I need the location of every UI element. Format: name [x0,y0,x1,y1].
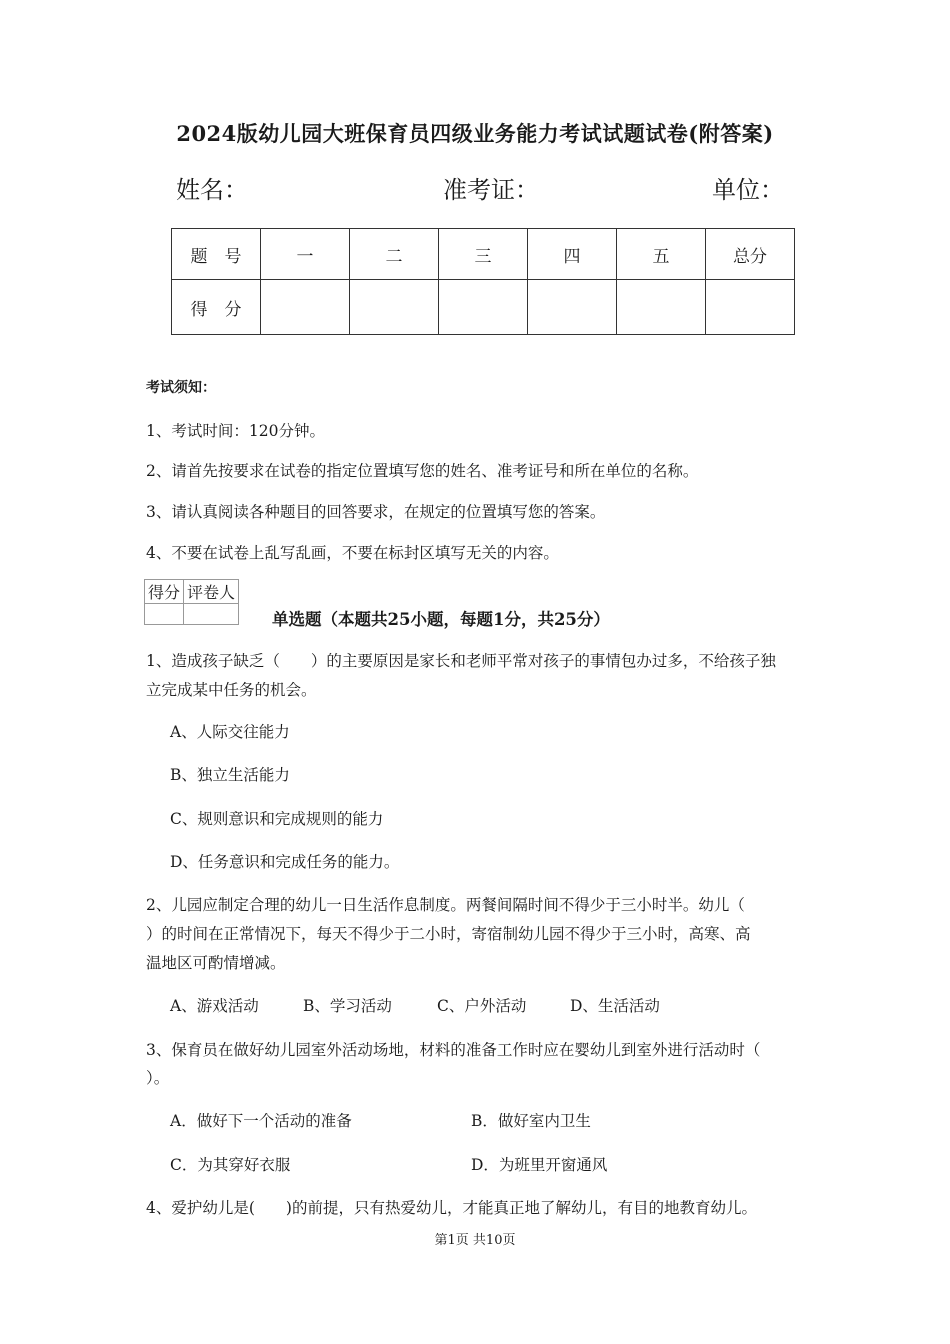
score-cell [617,280,706,335]
question-2-option: C、户外活动 [437,997,527,1015]
score-cell [350,280,439,335]
score-cell [261,280,350,335]
notice-item: 4、不要在试卷上乱写乱画，不要在标封区填写无关的内容。 [146,544,559,562]
grader-score-cell [145,604,184,625]
question-1-line: 1、造成孩子缺乏（ ）的主要原因是家长和老师平常对孩子的事情包办过多，不给孩子独 [146,652,776,670]
question-3-option: C．为其穿好衣服 [170,1156,291,1174]
score-header-cell: 四 [528,229,617,280]
score-header-cell: 五 [617,229,706,280]
score-header-cell: 题 号 [172,229,261,280]
exam-id-field-label: 准考证： [443,176,539,204]
score-cell [528,280,617,335]
question-2-option: B、学习活动 [303,997,392,1015]
grader-box [144,579,239,625]
page-footer: 第1页 共10页 [434,1233,516,1248]
question-3-option: D．为班里开窗通风 [471,1156,608,1174]
exam-title: 2024版幼儿园大班保育员四级业务能力考试试题试卷(附答案) [176,121,774,146]
question-1-option: A、人际交往能力 [170,723,290,741]
score-header-cell: 三 [439,229,528,280]
notice-item: 3、请认真阅读各种题目的回答要求，在规定的位置填写您的答案。 [146,503,606,521]
question-4-line: 4、爱护幼儿是( )的前提，只有热爱幼儿，才能真正地了解幼儿，有目的地教育幼儿。 [146,1199,757,1217]
score-header-cell: 一 [261,229,350,280]
question-2-line: 2、儿园应制定合理的幼儿一日生活作息制度。两餐间隔时间不得少于三小时半。幼儿（ [146,896,745,914]
score-cell [706,280,795,335]
question-2-line: 温地区可酌情增减。 [146,954,286,972]
question-1-option: B、独立生活能力 [170,766,290,784]
question-1-line: 立完成某中任务的机会。 [146,681,317,699]
grader-reviewer-cell [184,604,239,625]
grader-score-label: 得分 [145,580,184,604]
score-header-cell: 总分 [706,229,795,280]
question-3-line: ）。 [146,1069,170,1087]
question-3-option: A．做好下一个活动的准备 [170,1112,352,1130]
score-header-cell: 二 [350,229,439,280]
question-2-option: D、生活活动 [570,997,660,1015]
score-table-header-row [172,229,795,280]
score-row-label: 得 分 [172,280,261,335]
score-table-score-row [172,280,795,335]
question-2-option: A、游戏活动 [170,997,259,1015]
score-table [171,228,795,335]
notice-heading: 考试须知： [146,380,216,396]
grader-reviewer-label: 评卷人 [184,580,239,604]
section-title: 单选题（本题共25小题，每题1分，共25分） [272,610,610,629]
unit-field-label: 单位： [712,176,784,204]
notice-item: 2、请首先按要求在试卷的指定位置填写您的姓名、准考证号和所在单位的名称。 [146,462,699,480]
question-3-option: B．做好室内卫生 [471,1112,591,1130]
score-cell [439,280,528,335]
question-2-line: ）的时间在正常情况下，每天不得少于二小时，寄宿制幼儿园不得少于三小时，高寒、高 [146,925,751,943]
question-1-option: D、任务意识和完成任务的能力。 [170,853,400,871]
question-1-option: C、规则意识和完成规则的能力 [170,810,384,828]
question-3-line: 3、保育员在做好幼儿园室外活动场地，材料的准备工作时应在婴幼儿到室外进行活动时（ [146,1041,761,1059]
notice-item: 1、考试时间：120分钟。 [146,422,325,440]
name-field-label: 姓名： [176,176,248,204]
